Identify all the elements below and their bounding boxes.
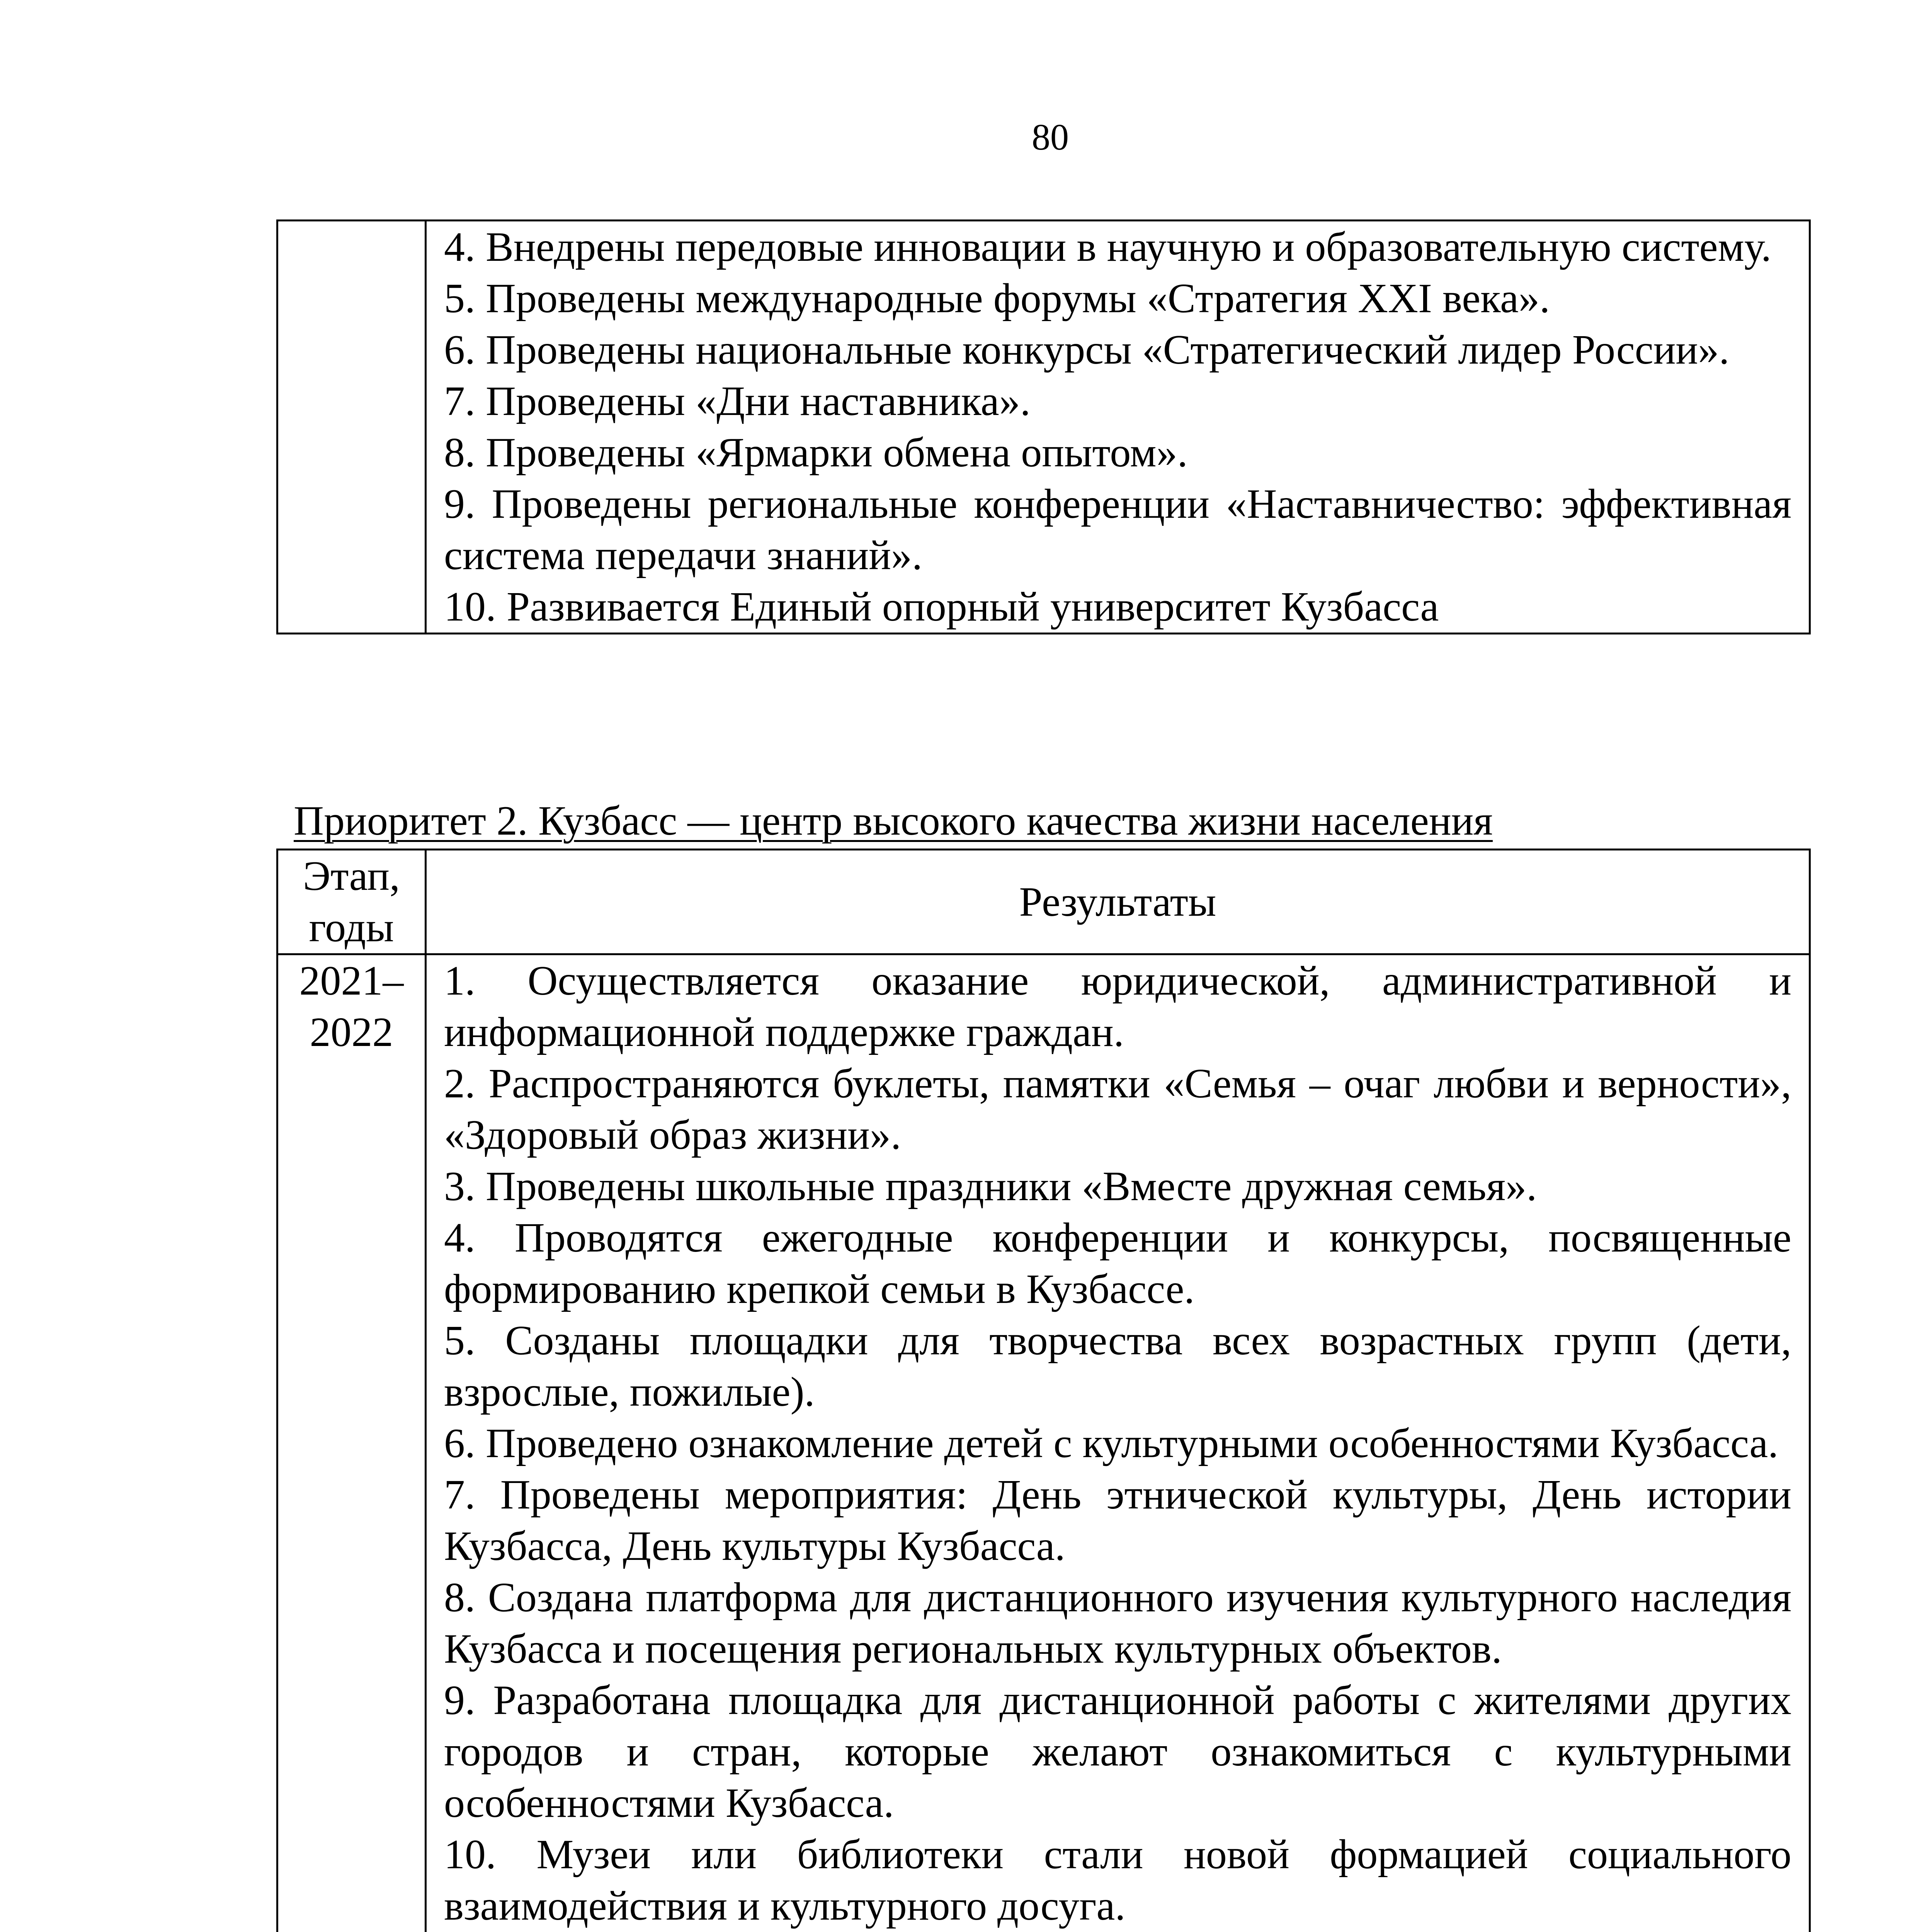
result-item: 7. Проведены «Дни наставника». bbox=[444, 378, 1031, 424]
result-item: 3. Проведены школьные праздники «Вместе дружная семья». bbox=[444, 1163, 1537, 1209]
result-item: 4. Проводятся ежегодные конференции и конкурсы, посвященные формированию крепкой семьи в Кузбассе. bbox=[444, 1215, 1791, 1312]
table-header-row bbox=[277, 850, 1810, 954]
result-item: 5. Проведены международные форумы «Стратегия XXI века». bbox=[444, 276, 1550, 321]
table-row bbox=[277, 221, 1810, 634]
priority-caption: Приоритет 2. Кузбасс — центр высокого качества жизни населения bbox=[294, 798, 1493, 844]
result-item: 2. Распространяются буклеты, памятки «Семья – очаг любви и верности», «Здоровый образ жизни». bbox=[444, 1061, 1791, 1158]
results-table-continued bbox=[276, 219, 1811, 634]
result-item: 1. Осуществляется оказание юридической, административной и информационной поддержке граждан. bbox=[444, 958, 1791, 1055]
result-item: 9. Разработана площадка для дистанционной работы с жителями других городов и стран, которые желают ознакомиться с культурными особенностями Кузбасса. bbox=[444, 1677, 1791, 1826]
result-item: 6. Проведены национальные конкурсы «Стратегический лидер России». bbox=[444, 327, 1730, 373]
table-row bbox=[277, 954, 1810, 1932]
result-item: 4. Внедрены передовые инновации в научную и образовательную систему. bbox=[444, 224, 1772, 270]
priority-2-results-table bbox=[276, 849, 1811, 1932]
header-results: Результаты bbox=[426, 850, 1810, 954]
result-item: 6. Проведено ознакомление детей с культурными особенностями Кузбасса. bbox=[444, 1420, 1779, 1466]
stage-cell-empty bbox=[277, 221, 426, 634]
result-item: 10. Развивается Единый опорный университет Кузбасса bbox=[444, 584, 1439, 630]
result-item: 7. Проведены мероприятия: День этнической культуры, День истории Кузбасса, День культуры Кузбасса. bbox=[444, 1472, 1791, 1569]
results-cell bbox=[426, 221, 1810, 634]
result-item: 10. Музеи или библиотеки стали новой формацией социального взаимодействия и культурного досуга. bbox=[444, 1832, 1791, 1929]
result-item: 8. Создана платформа для дистанционного изучения культурного наследия Кузбасса и посещения региональных культурных объектов. bbox=[444, 1575, 1791, 1672]
header-stage: Этап, годы bbox=[277, 850, 426, 954]
results-cell bbox=[426, 954, 1810, 1932]
result-item: 5. Созданы площадки для творчества всех возрастных групп (дети, взрослые, пожилые). bbox=[444, 1318, 1791, 1415]
stage-years: 2021–2022 bbox=[277, 954, 426, 1932]
result-item: 9. Проведены региональные конференции «Наставничество: эффективная система передачи знаний». bbox=[444, 481, 1791, 578]
result-item: 8. Проведены «Ярмарки обмена опытом». bbox=[444, 430, 1188, 476]
page-number: 80 bbox=[1032, 116, 1069, 158]
